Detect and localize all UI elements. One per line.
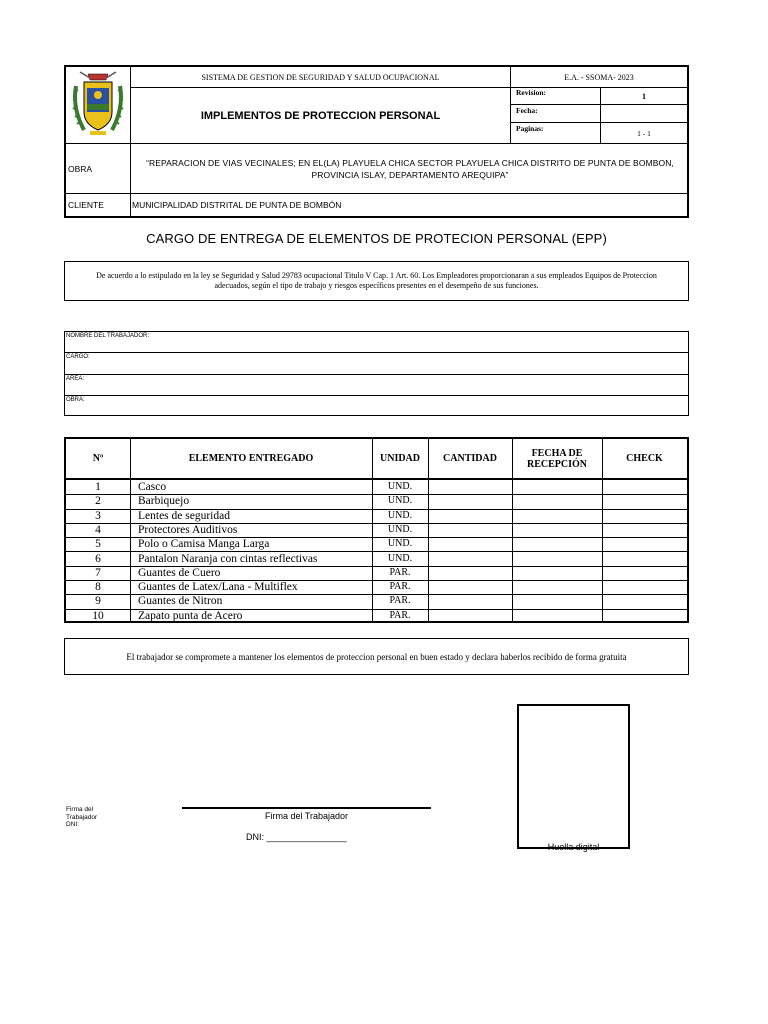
col-header-date: FECHA DE RECEPCIÓN bbox=[526, 447, 587, 470]
row-item-name: Polo o Camisa Manga Larga bbox=[138, 538, 270, 551]
col-header-check: CHECK bbox=[626, 453, 663, 464]
row-item-name: Lentes de seguridad bbox=[138, 509, 230, 522]
legal-notice: De acuerdo a lo estipulado en la ley se Seguridad y Salud 29783 ocupacional Titulo V Cap. 1 Art. 60. Los Empleadores proporcionaran a sus empleados Equipos de Proteccion adecuados, según el tipo de trabajo y riesgos específicos presentes en el desempeño de sus funciones. bbox=[64, 261, 689, 301]
row-number: 7 bbox=[95, 566, 101, 579]
revision-value: 1 bbox=[642, 91, 646, 101]
row-item-name: Guantes de Latex/Lana - Multiflex bbox=[138, 581, 298, 594]
row-number: 4 bbox=[95, 523, 101, 536]
paginas-label: Paginas: bbox=[516, 124, 544, 133]
row-check-cell[interactable] bbox=[602, 494, 687, 508]
cliente-value: MUNICIPALIDAD DISTRITAL DE PUNTA DE BOMBÓN bbox=[132, 200, 342, 210]
main-title: IMPLEMENTOS DE PROTECCION PERSONAL bbox=[200, 109, 441, 122]
row-check-cell[interactable] bbox=[602, 523, 687, 537]
firma-label: Firma del bbox=[66, 806, 94, 813]
dni-side-label: DNI: bbox=[66, 821, 79, 828]
row-check-cell[interactable] bbox=[602, 509, 687, 523]
row-item-name: Guantes de Nitron bbox=[138, 595, 223, 608]
row-check-cell[interactable] bbox=[602, 537, 687, 551]
row-date-cell[interactable] bbox=[512, 566, 602, 580]
row-unit: PAR. bbox=[389, 581, 411, 593]
row-unit: UND. bbox=[387, 538, 413, 550]
row-date-cell[interactable] bbox=[512, 609, 602, 623]
table-row bbox=[66, 566, 687, 581]
epp-items-table bbox=[64, 437, 689, 623]
row-unit: UND. bbox=[387, 495, 413, 507]
row-check-cell[interactable] bbox=[602, 552, 687, 566]
row-number: 8 bbox=[95, 581, 101, 594]
row-unit: UND. bbox=[387, 481, 413, 492]
row-number: 2 bbox=[95, 495, 101, 508]
row-qty-cell[interactable] bbox=[428, 523, 512, 537]
row-qty-cell[interactable] bbox=[428, 552, 512, 566]
worker-name-field[interactable]: NOMBRE DEL TRABAJADOR: bbox=[66, 333, 150, 339]
document-code: E.A. - SSOMA- 2023 bbox=[564, 72, 634, 82]
fecha-value[interactable] bbox=[601, 105, 687, 122]
row-qty-cell[interactable] bbox=[428, 537, 512, 551]
row-date-cell[interactable] bbox=[512, 480, 602, 494]
row-item-name: Pantalon Naranja con cintas reflectivas bbox=[138, 552, 318, 565]
row-unit: PAR. bbox=[389, 566, 411, 578]
row-unit: UND. bbox=[387, 552, 413, 564]
table-row bbox=[66, 494, 687, 509]
row-item-name: Protectores Auditivos bbox=[138, 523, 238, 536]
obra-label: OBRA bbox=[68, 163, 93, 174]
row-check-cell[interactable] bbox=[602, 580, 687, 594]
document-header bbox=[64, 65, 689, 218]
row-qty-cell[interactable] bbox=[428, 580, 512, 594]
row-date-cell[interactable] bbox=[512, 523, 602, 537]
table-row bbox=[66, 509, 687, 524]
dni-field[interactable]: DNI: ________________ bbox=[246, 832, 347, 842]
row-qty-cell[interactable] bbox=[428, 594, 512, 608]
col-header-item: ELEMENTO ENTREGADO bbox=[188, 453, 314, 464]
worker-area-field[interactable]: AREA: bbox=[66, 376, 85, 382]
worker-obra-field[interactable]: OBRA: bbox=[66, 397, 85, 403]
row-qty-cell[interactable] bbox=[428, 494, 512, 508]
col-header-number: Nº bbox=[92, 453, 104, 464]
row-date-cell[interactable] bbox=[512, 537, 602, 551]
revision-label: Revision: bbox=[516, 88, 546, 97]
table-row bbox=[66, 537, 687, 552]
row-number: 10 bbox=[92, 609, 104, 622]
system-title: SISTEMA DE GESTION DE SEGURIDAD Y SALUD OCUPACIONAL bbox=[201, 72, 440, 82]
municipality-logo bbox=[70, 68, 126, 140]
fingerprint-box[interactable] bbox=[517, 704, 630, 849]
form-title: CARGO DE ENTREGA DE ELEMENTOS DE PROTECION PERSONAL (EPP) bbox=[146, 231, 607, 246]
commitment-statement: El trabajador se compromete a mantener los elementos de proteccion personal en buen estado y declara haberlos recibido de forma gratuita bbox=[64, 638, 689, 675]
row-number: 9 bbox=[95, 595, 101, 608]
row-number: 5 bbox=[95, 538, 101, 551]
row-item-name: Zapato punta de Acero bbox=[138, 609, 243, 622]
signature-label: Firma del Trabajador bbox=[264, 811, 349, 821]
row-unit: PAR. bbox=[389, 595, 411, 607]
row-item-name: Barbiquejo bbox=[138, 495, 190, 508]
obra-value: “REPARACION DE VIAS VECINALES; EN EL(LA) PLAYUELA CHICA SECTOR PLAYUELA CHICA DISTRITO DE PUNTA DE BOMBON, PROVINCIA ISLAY, DEPARTAMENTO AREQUIPA” bbox=[146, 158, 674, 180]
row-unit: UND. bbox=[387, 509, 413, 521]
row-item-name: Casco bbox=[138, 481, 167, 493]
row-qty-cell[interactable] bbox=[428, 609, 512, 623]
row-item-name: Guantes de Cuero bbox=[138, 566, 221, 579]
row-qty-cell[interactable] bbox=[428, 480, 512, 494]
table-row bbox=[66, 609, 687, 623]
fingerprint-label: Huella digital bbox=[547, 842, 600, 852]
col-header-unit: UNIDAD bbox=[380, 453, 420, 464]
row-date-cell[interactable] bbox=[512, 552, 602, 566]
row-number: 1 bbox=[95, 481, 101, 493]
trabajador-label: Trabajador bbox=[66, 813, 98, 821]
row-date-cell[interactable] bbox=[512, 580, 602, 594]
row-unit: PAR. bbox=[389, 609, 411, 621]
row-date-cell[interactable] bbox=[512, 494, 602, 508]
table-row bbox=[66, 480, 687, 495]
worker-cargo-field[interactable]: CARGO: bbox=[66, 354, 90, 360]
row-date-cell[interactable] bbox=[512, 509, 602, 523]
row-check-cell[interactable] bbox=[602, 594, 687, 608]
signature-side-labels bbox=[66, 806, 97, 829]
table-row bbox=[66, 552, 687, 567]
paginas-value: 1 - 1 bbox=[637, 129, 651, 138]
row-check-cell[interactable] bbox=[602, 609, 687, 623]
table-row bbox=[66, 594, 687, 609]
cliente-label: CLIENTE bbox=[68, 200, 104, 210]
row-check-cell[interactable] bbox=[602, 480, 687, 494]
signature-line[interactable] bbox=[182, 807, 431, 809]
row-qty-cell[interactable] bbox=[428, 509, 512, 523]
row-number: 6 bbox=[95, 552, 101, 565]
row-check-cell[interactable] bbox=[602, 566, 687, 580]
row-date-cell[interactable] bbox=[512, 594, 602, 608]
row-unit: UND. bbox=[387, 523, 413, 535]
row-number: 3 bbox=[95, 509, 101, 522]
fecha-label: Fecha: bbox=[516, 106, 538, 115]
col-header-qty: CANTIDAD bbox=[443, 453, 497, 464]
table-row bbox=[66, 523, 687, 538]
table-row bbox=[66, 580, 687, 595]
row-qty-cell[interactable] bbox=[428, 566, 512, 580]
worker-info-box bbox=[64, 331, 689, 416]
